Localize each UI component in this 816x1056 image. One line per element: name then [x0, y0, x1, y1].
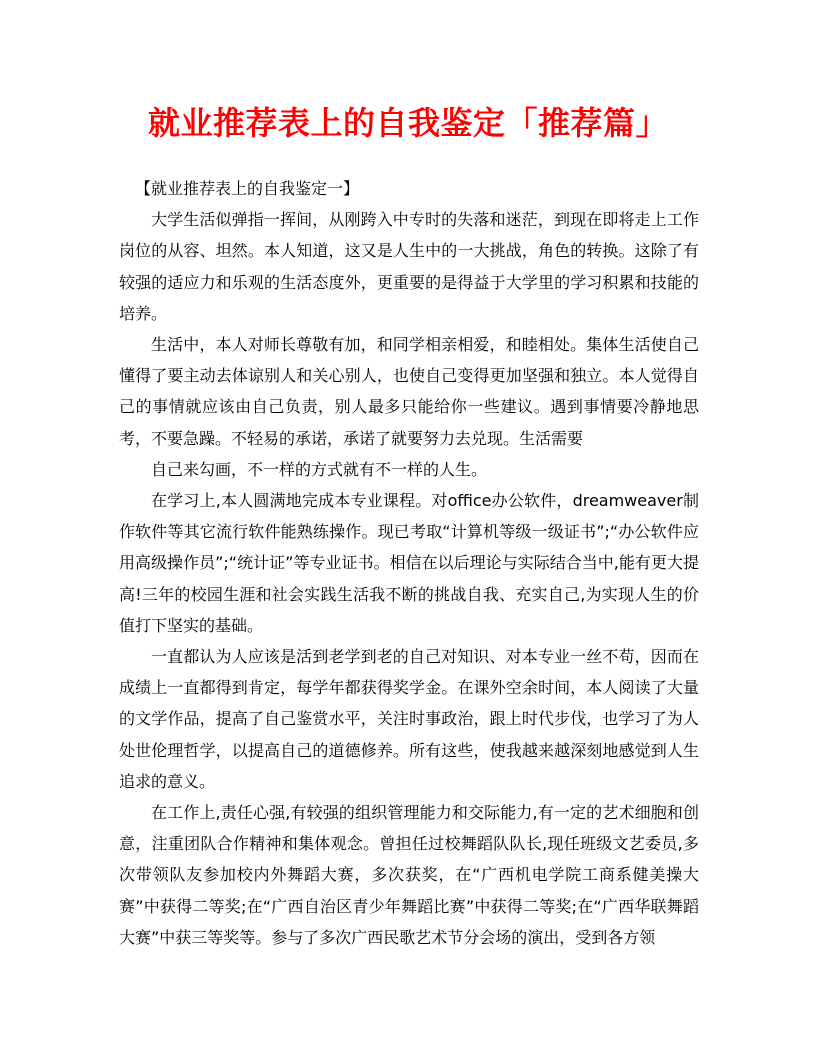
document-title: 就业推荐表上的自我鉴定「推荐篇」	[147, 104, 668, 142]
paragraph-3: 自己来勾画，不一样的方式就有不一样的人生。	[151, 459, 488, 479]
paragraph-1: 大学生活似弹指一挥间，从刚跨入中专时的失落和迷茫，到现在即将走上工作岗位的从容、坦然。本人知道，这又是人生中的一大挑战，角色的转换。这除了有较强的适应力和乐观的生活态度外，更重要的是得益于大学里的学习积累和技能的培养。	[119, 210, 699, 323]
document-body	[119, 173, 699, 953]
paragraph-4: 在学习上,本人圆满地完成本专业课程。对office办公软件，dreamweaver制作软件等其它流行软件能熟练操作。现已考取“计算机等级一级证书”;“办公软件应用高级操作员”;“统计证”等专业证书。相信在以后理论与实际结合当中,能有更大提高!三年的校园生涯和社会实践生活我不断的挑战自我、充实自己,为实现人生的价值打下坚实的基础。	[119, 491, 699, 635]
paragraph-6: 在工作上,责任心强,有较强的组织管理能力和交际能力,有一定的艺术细胞和创意，注重团队合作精神和集体观念。曾担任过校舞蹈队队长,现任班级文艺委员,多次带领队友参加校内外舞蹈大赛，多次获奖，在“广西机电学院工商系健美操大赛”中获得二等奖;在“广西自治区青少年舞蹈比赛”中获得二等奖;在“广西华联舞蹈大赛”中获三等奖等。参与了多次广西民歌艺术节分会场的演出，受到各方领	[119, 803, 699, 947]
paragraph-5: 一直都认为人应该是活到老学到老的自己对知识、对本专业一丝不苟，因而在成绩上一直都得到肯定，每学年都获得奖学金。在课外空余时间，本人阅读了大量的文学作品，提高了自己鉴赏水平，关注时事政治，跟上时代步伐，也学习了为人处世伦理哲学，以提高自己的道德修养。所有这些，使我越来越深刻地感觉到人生追求的意义。	[119, 647, 699, 791]
paragraph-2: 生活中，本人对师长尊敬有加，和同学相亲相爱，和睦相处。集体生活使自己懂得了要主动去体谅别人和关心别人，也使自己变得更加坚强和独立。本人觉得自己的事情就应该由自己负责，别人最多只能给你一些建议。遇到事情要冷静地思考，不要急躁。不轻易的承诺，承诺了就要努力去兑现。生活需要	[119, 335, 699, 448]
section-heading: 【就业推荐表上的自我鉴定一】	[135, 179, 360, 198]
